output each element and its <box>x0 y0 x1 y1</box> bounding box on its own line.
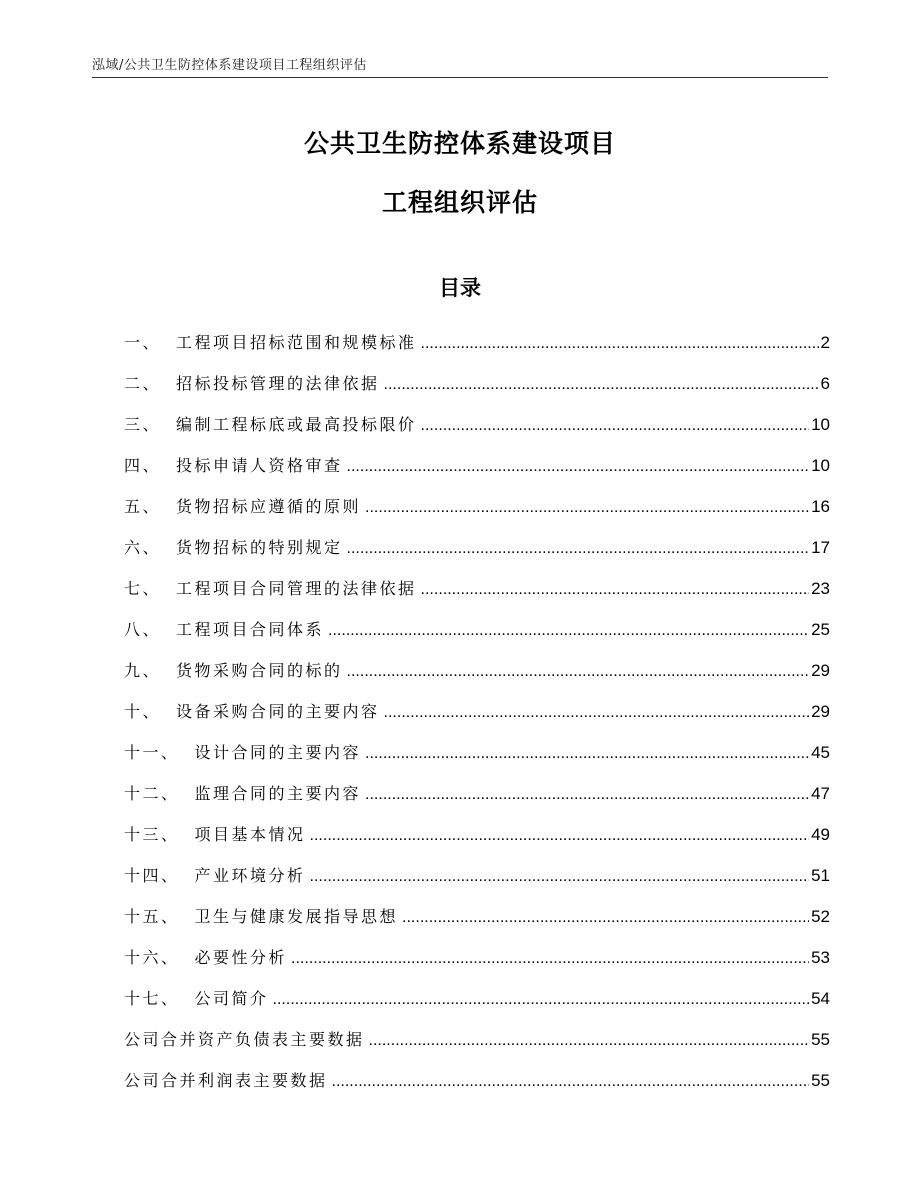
toc-entry-title: 货物招标应遵循的原则 <box>176 497 362 516</box>
toc-dot-leader <box>384 364 819 405</box>
toc-dot-leader <box>310 856 810 897</box>
toc-dot-leader <box>421 569 810 610</box>
toc-entry-title: 货物采购合同的标的 <box>176 661 343 680</box>
toc-entry-page-number: 17 <box>811 538 830 557</box>
toc-entry-number: 三、 <box>124 415 162 434</box>
toc-entry[interactable] <box>124 937 830 978</box>
toc-entry[interactable] <box>124 1060 830 1101</box>
toc-entry-number: 十七、 <box>124 989 180 1008</box>
toc-entry-number: 八、 <box>124 620 162 639</box>
toc-entry-page-number: 54 <box>811 989 830 1008</box>
toc-dot-leader <box>347 528 810 569</box>
toc-entry-page-number: 23 <box>811 579 830 598</box>
toc-entry[interactable] <box>124 568 830 609</box>
toc-dot-leader <box>384 692 810 733</box>
toc-entry[interactable] <box>124 609 830 650</box>
toc-entry-page-number: 45 <box>811 743 830 762</box>
toc-entry-title: 项目基本情况 <box>194 825 306 844</box>
toc-dot-leader <box>369 1020 810 1061</box>
toc-entry-page-number: 55 <box>811 1030 830 1049</box>
header-divider <box>92 77 828 78</box>
document-title-line-2: 工程组织评估 <box>381 188 538 217</box>
toc-dot-leader <box>273 979 810 1020</box>
toc-entry-number: 九、 <box>124 661 162 680</box>
toc-entry-page-number: 53 <box>811 948 830 967</box>
toc-entry-number: 十二、 <box>124 784 180 803</box>
toc-entry[interactable] <box>124 896 830 937</box>
toc-entry-title: 工程项目合同体系 <box>176 620 325 639</box>
toc-entry[interactable] <box>124 527 830 568</box>
toc-dot-leader <box>310 815 810 856</box>
toc-dot-leader <box>365 774 809 815</box>
toc-entry-page-number: 10 <box>811 415 830 434</box>
toc-dot-leader <box>402 897 809 938</box>
table-of-contents <box>124 322 830 1101</box>
toc-entry-number: 六、 <box>124 538 162 557</box>
toc-dot-leader <box>291 938 809 979</box>
toc-entry[interactable] <box>124 773 830 814</box>
toc-entry-title: 卫生与健康发展指导思想 <box>194 907 399 926</box>
toc-dot-leader <box>421 405 810 446</box>
toc-entry-title: 设备采购合同的主要内容 <box>176 702 380 721</box>
toc-entry[interactable] <box>124 732 830 773</box>
toc-entry-title: 公司合并利润表主要数据 <box>124 1071 328 1090</box>
toc-dot-leader <box>328 610 809 651</box>
toc-entry-title: 监理合同的主要内容 <box>194 784 362 803</box>
toc-entry-page-number: 29 <box>811 702 830 721</box>
toc-entry-page-number: 47 <box>811 784 830 803</box>
toc-entry-number: 一、 <box>124 333 162 352</box>
toc-dot-leader <box>365 487 809 528</box>
toc-entry-number: 十五、 <box>124 907 180 926</box>
toc-entry-page-number: 6 <box>820 374 830 393</box>
toc-entry-page-number: 52 <box>811 907 830 926</box>
toc-entry[interactable] <box>124 404 830 445</box>
toc-dot-leader <box>332 1061 810 1102</box>
toc-entry-page-number: 51 <box>811 866 830 885</box>
document-title-line-1: 公共卫生防控体系建设项目 <box>303 129 616 158</box>
toc-entry-page-number: 49 <box>811 825 830 844</box>
toc-entry[interactable] <box>124 978 830 1019</box>
toc-entry-page-number: 10 <box>811 456 830 475</box>
toc-entry[interactable] <box>124 445 830 486</box>
toc-entry-title: 工程项目合同管理的法律依据 <box>176 579 417 598</box>
toc-entry[interactable] <box>124 322 830 363</box>
toc-entry-number: 四、 <box>124 456 162 475</box>
toc-entry-number: 十三、 <box>124 825 180 844</box>
toc-entry-number: 五、 <box>124 497 162 516</box>
toc-entry-title: 必要性分析 <box>194 948 288 967</box>
toc-entry-number: 十、 <box>124 702 162 721</box>
toc-entry-page-number: 55 <box>811 1071 830 1090</box>
toc-entry-title: 产业环境分析 <box>194 866 306 885</box>
toc-entry[interactable] <box>124 855 830 896</box>
toc-entry-page-number: 25 <box>811 620 830 639</box>
toc-entry-number: 十四、 <box>124 866 180 885</box>
toc-entry[interactable] <box>124 486 830 527</box>
toc-entry-title: 工程项目招标范围和规模标准 <box>176 333 417 352</box>
toc-entry[interactable] <box>124 1019 830 1060</box>
toc-dot-leader <box>347 446 810 487</box>
toc-entry[interactable] <box>124 814 830 855</box>
toc-entry-title: 招标投标管理的法律依据 <box>176 374 380 393</box>
toc-entry-number: 十一、 <box>124 743 180 762</box>
toc-entry-title: 设计合同的主要内容 <box>194 743 362 762</box>
toc-entry-title: 公司合并资产负债表主要数据 <box>124 1030 365 1049</box>
toc-entry[interactable] <box>124 650 830 691</box>
toc-entry-title: 投标申请人资格审查 <box>176 456 343 475</box>
toc-entry[interactable] <box>124 691 830 732</box>
toc-entry-page-number: 16 <box>811 497 830 516</box>
toc-dot-leader <box>365 733 809 774</box>
toc-entry-page-number: 2 <box>820 333 830 352</box>
toc-entry-number: 七、 <box>124 579 162 598</box>
toc-dot-leader <box>421 323 819 364</box>
running-header: 泓域/公共卫生防控体系建设项目工程组织评估 <box>92 58 367 73</box>
toc-entry-number: 十六、 <box>124 948 180 967</box>
toc-dot-leader <box>347 651 810 692</box>
toc-entry-number: 二、 <box>124 374 162 393</box>
toc-heading: 目录 <box>439 276 481 300</box>
toc-entry-title: 公司简介 <box>194 989 269 1008</box>
toc-entry-title: 编制工程标底或最高投标限价 <box>176 415 417 434</box>
toc-entry-title: 货物招标的特别规定 <box>176 538 343 557</box>
toc-entry[interactable] <box>124 363 830 404</box>
toc-entry-page-number: 29 <box>811 661 830 680</box>
